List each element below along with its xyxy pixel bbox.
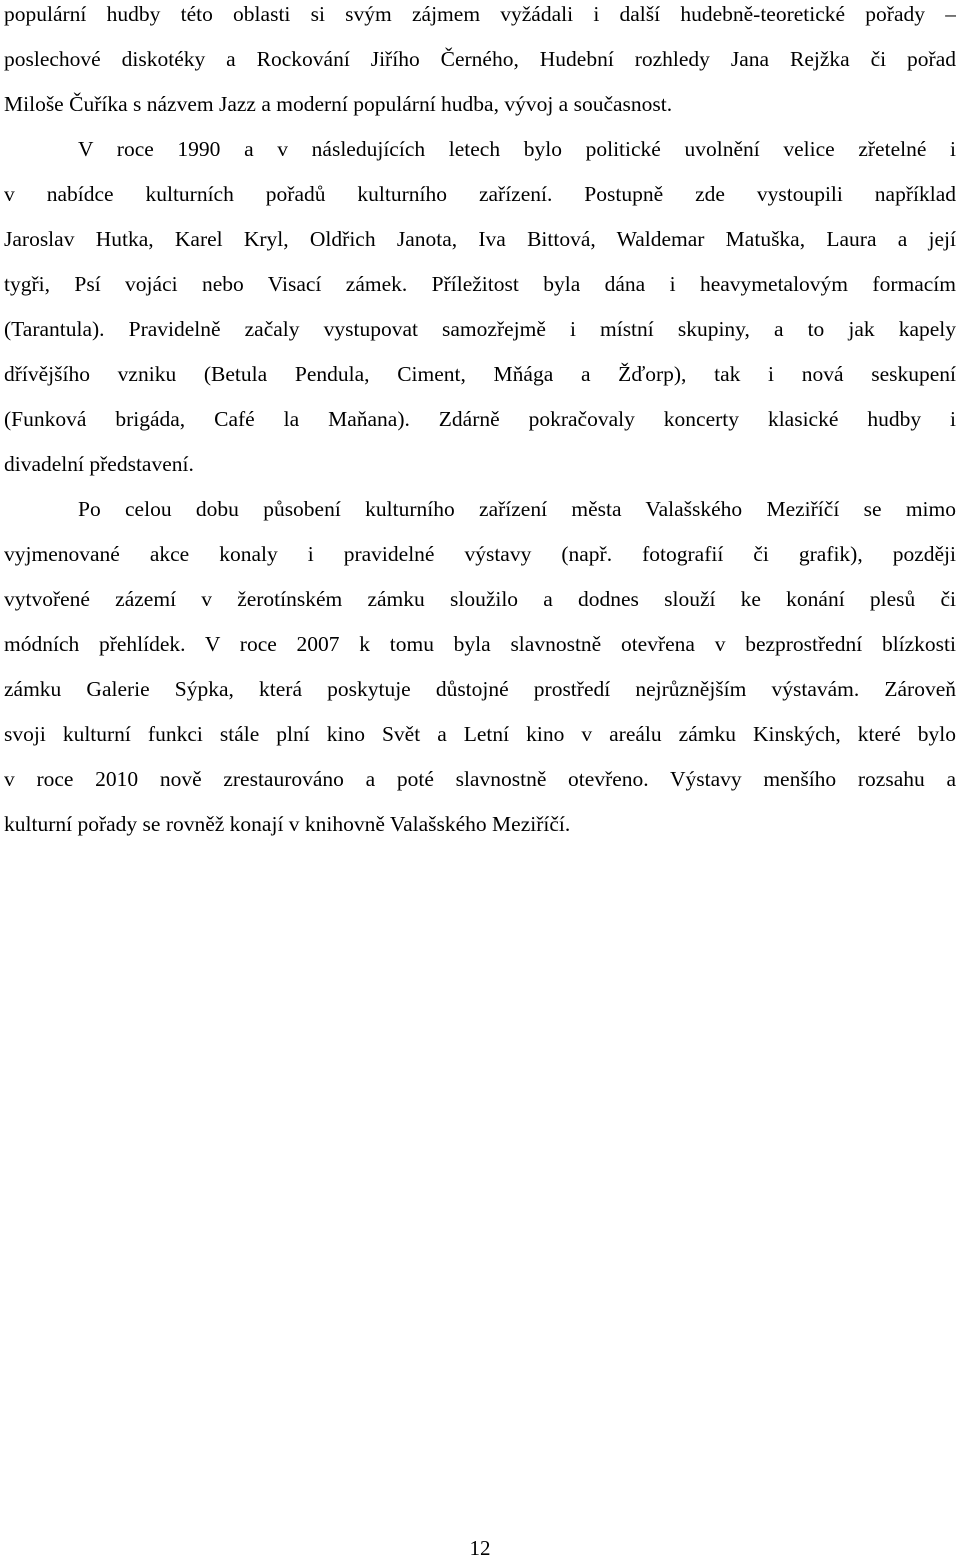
- text-line: kulturní pořady se rovněž konají v knihovně Valašského Meziříčí.: [4, 812, 571, 836]
- text-line: v roce 2010 nově zrestaurováno a poté slavnostně otevřeno. Výstavy menšího rozsahu a: [4, 767, 956, 791]
- body-text: [4, 0, 956, 855]
- text-line: (Funková brigáda, Café la Maňana). Zdárně pokračovaly koncerty klasické hudby i: [4, 407, 956, 431]
- text-line: Po celou dobu působení kulturního zařízení města Valašského Meziříčí se mimo: [78, 497, 956, 521]
- text-line: vytvořené zázemí v žerotínském zámku sloužilo a dodnes slouží ke konání plesů či: [4, 587, 956, 611]
- text-line: tygři, Psí vojáci nebo Visací zámek. Příležitost byla dána i heavymetalovým formacím: [4, 272, 956, 296]
- text-line: Jaroslav Hutka, Karel Kryl, Oldřich Janota, Iva Bittová, Waldemar Matuška, Laura a její: [4, 227, 956, 251]
- text-line: módních přehlídek. V roce 2007 k tomu byla slavnostně otevřena v bezprostřední blízkosti: [4, 632, 956, 656]
- text-line: svoji kulturní funkci stále plní kino Svět a Letní kino v areálu zámku Kinských, které bylo: [4, 722, 956, 746]
- text-line: zámku Galerie Sýpka, která poskytuje důstojné prostředí nejrůznějším výstavám. Zároveň: [4, 677, 956, 701]
- text-line: V roce 1990 a v následujících letech bylo politické uvolnění velice zřetelné i: [78, 137, 956, 161]
- text-line: vyjmenované akce konaly i pravidelné výstavy (např. fotografií či grafik), později: [4, 542, 956, 566]
- text-line: v nabídce kulturních pořadů kulturního zařízení. Postupně zde vystoupili například: [4, 182, 956, 206]
- text-line: dřívějšího vzniku (Betula Pendula, Ciment, Mňága a Žďorp), tak i nová seskupení: [4, 362, 956, 386]
- text-line: Miloše Čuříka s názvem Jazz a moderní populární hudba, vývoj a současnost.: [4, 92, 673, 116]
- page-number: 12: [469, 1536, 491, 1560]
- text-line: poslechové diskotéky a Rockování Jiřího Černého, Hudební rozhledy Jana Rejžka či pořad: [4, 47, 956, 71]
- text-line: divadelní představení.: [4, 452, 194, 476]
- text-line: (Tarantula). Pravidelně začaly vystupovat samozřejmě i místní skupiny, a to jak kapely: [4, 317, 956, 341]
- text-line: populární hudby této oblasti si svým zájmem vyžádali i další hudebně-teoretické pořady –: [4, 2, 956, 26]
